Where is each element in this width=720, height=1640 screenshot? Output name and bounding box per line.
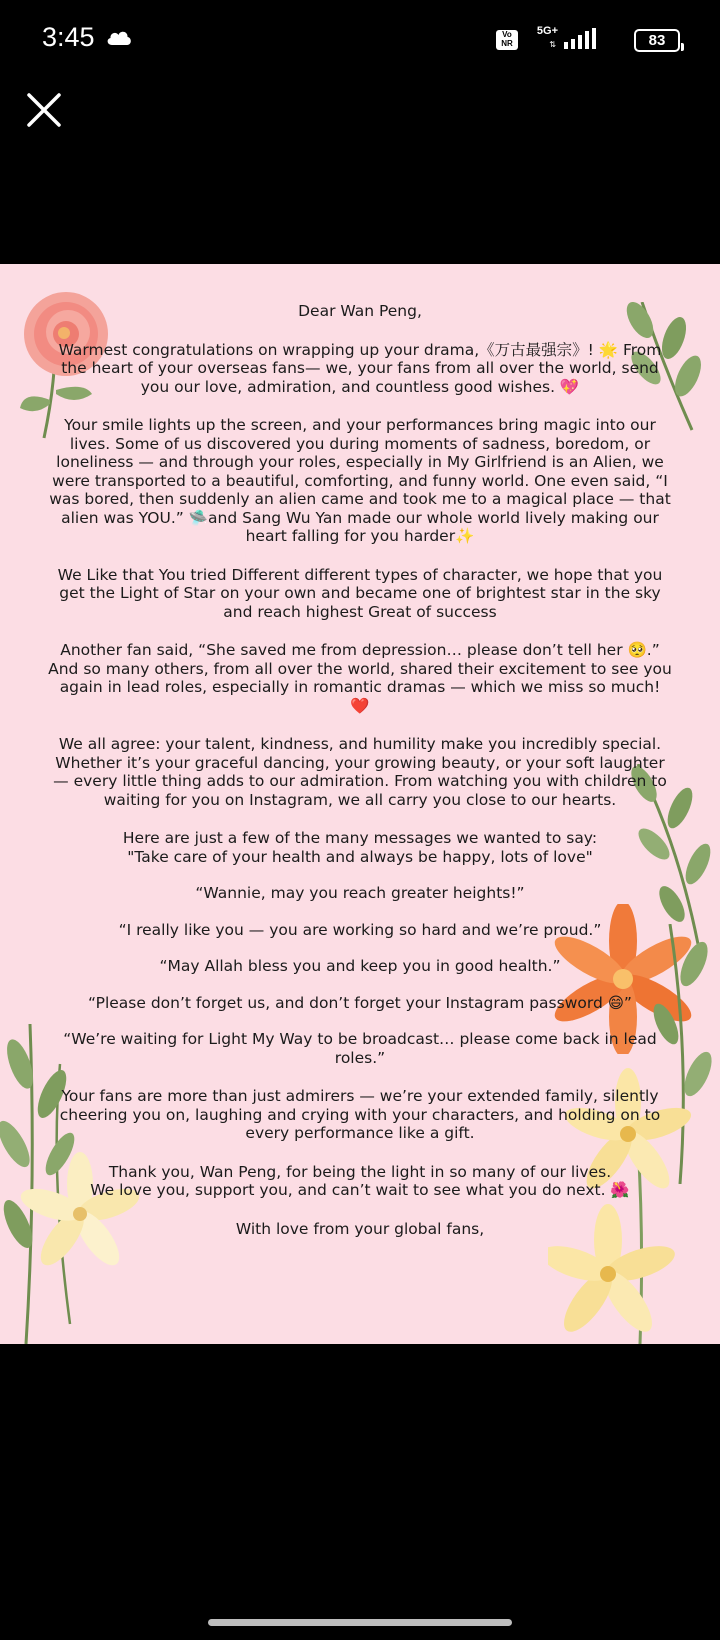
- letter-paragraph-5: We all agree: your talent, kindness, and humility make you incredibly special. Whether it’s your graceful dancing, your growing beauty, or your soft laughter — every little thing adds to our admiration. From watching you with children to waiting for you on Instagram, we all carry you close to our hearts.: [53, 735, 667, 809]
- fan-message-quote: “Wannie, may you reach greater heights!”: [195, 884, 525, 902]
- battery-tip: [681, 43, 684, 51]
- letter-paragraph-2: Your smile lights up the screen, and your performances bring magic into our lives. Some of us discovered you during moments of sadness, boredom, or loneliness — and through your roles, especially in My Girlfriend is an Alien, we were transported to a beautiful, comforting, and funny world. One even said, “I was bored, then suddenly an alien came and took me to a magical place — that alien was YOU.” 🛸and Sang Wu Yan made our whole world lively making our heart falling for you harder✨: [49, 416, 671, 545]
- fan-message-health: "Take care of your health and always be happy, lots of love": [127, 847, 593, 866]
- letter-paragraph-1: Warmest congratulations on wrapping up your drama,《万古最强宗》! 🌟 From the heart of your overseas fans— we, your fans from all over the world, send you our love, admiration, and countless good wishes. 💖: [58, 340, 662, 396]
- letter-paragraph-7: Your fans are more than just admirers — we’re your extended family, silently cheering you on, laughing and crying with your characters, and holding on to every performance like a gift.: [59, 1087, 661, 1142]
- home-indicator[interactable]: [208, 1619, 512, 1626]
- data-arrows-icon: ⇅: [549, 40, 556, 49]
- letter-body: [48, 302, 672, 1238]
- status-bar: [0, 0, 720, 78]
- letter-paragraph-3: We Like that You tried Different different types of character, we hope that you get the Light of Star on your own and became one of brightest star in the sky and reach highest Great of success: [57, 565, 663, 621]
- signal-icon: [564, 28, 600, 50]
- volte-icon: Vo NR: [496, 30, 518, 50]
- battery-level: 83: [648, 32, 666, 49]
- clock: 3:45: [42, 22, 95, 52]
- fan-message-quote: “May Allah bless you and keep you in good health.”: [159, 957, 561, 975]
- fan-message-quote: “Please don’t forget us, and don’t forget your Instagram password 😄”: [88, 993, 632, 1012]
- close-icon: [24, 90, 64, 130]
- close-button[interactable]: [24, 90, 64, 130]
- letter-greeting: Dear Wan Peng,: [298, 302, 422, 320]
- fan-message-quote: “We’re waiting for Light My Way to be broadcast… please come back in lead roles.”: [63, 1030, 657, 1067]
- love-support-line: We love you, support you, and can’t wait to see what you do next. 🌺: [90, 1181, 630, 1199]
- battery-icon: [634, 29, 680, 52]
- fan-message-quote: “I really like you — you are working so hard and we’re proud.”: [118, 920, 602, 939]
- cloud-icon: [106, 28, 132, 46]
- letter-paragraph-4: Another fan said, “She saved me from depression… please don’t tell her 🥺.” And so many others, from all over the world, shared their excitement to see you again in lead roles, especially in romantic dramas — which we miss so much! ❤️: [48, 641, 672, 715]
- letter-closing: With love from your global fans,: [235, 1219, 485, 1238]
- thank-you-line: Thank you, Wan Peng, for being the light in so many of our lives.: [108, 1162, 612, 1181]
- status-icons: [480, 24, 680, 54]
- network-type: 5G+: [536, 25, 558, 37]
- messages-intro: Here are just a few of the many messages we wanted to say:: [122, 829, 598, 847]
- letter-image[interactable]: [0, 264, 720, 1344]
